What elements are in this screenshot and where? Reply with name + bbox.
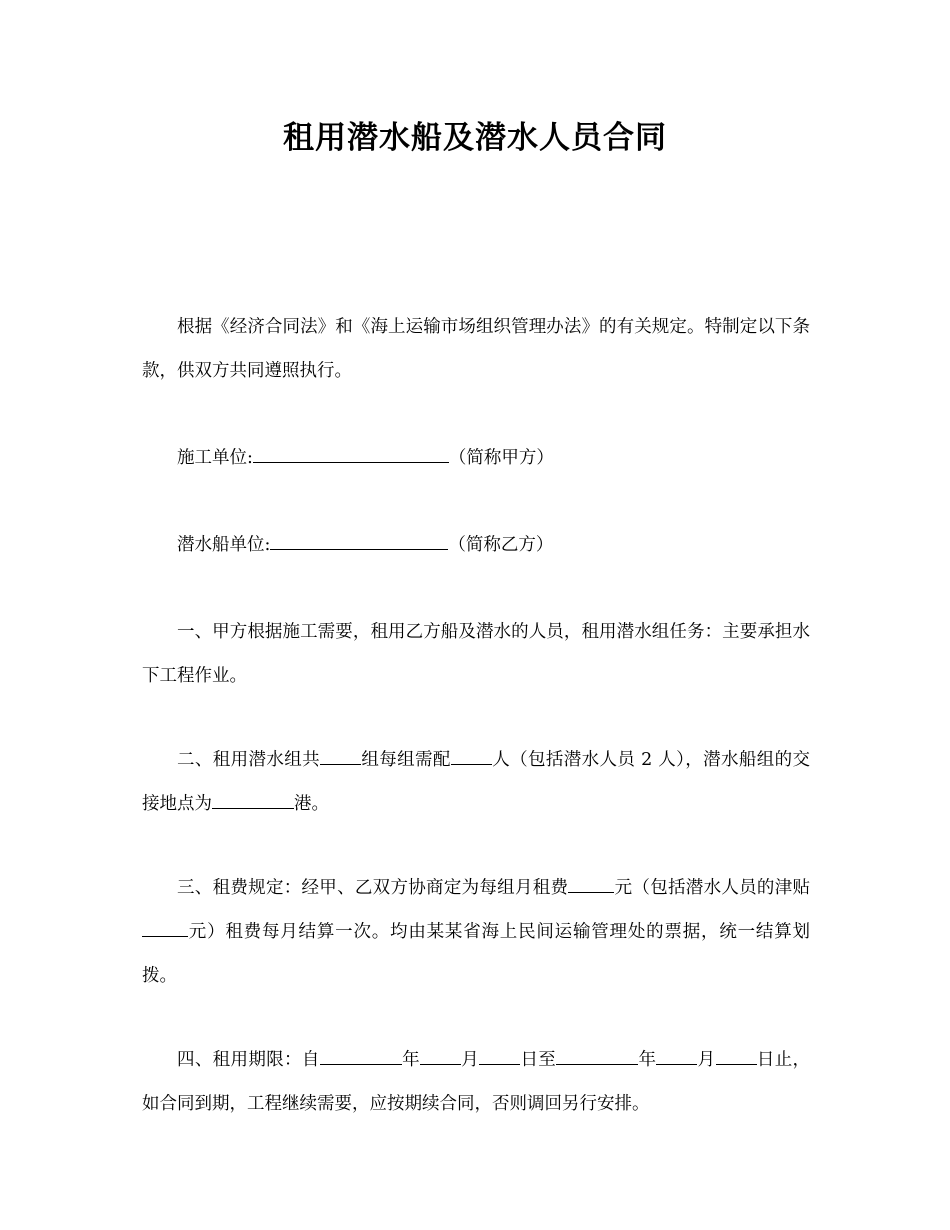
clause-3-part3: 元）租费每月结算一次。均由某某省海上民间运输管理处的票据，统一结算划拨。: [142, 922, 810, 986]
party-b-blank[interactable]: [270, 532, 448, 550]
clause-4-part2: 年: [401, 1050, 420, 1070]
party-a-suffix: （简称甲方）: [448, 448, 554, 468]
clause-1: [142, 610, 810, 698]
allowance-blank[interactable]: [142, 919, 188, 937]
party-b-suffix: （简称乙方）: [448, 535, 554, 555]
end-year-blank[interactable]: [556, 1047, 638, 1065]
start-year-blank[interactable]: [320, 1047, 402, 1065]
clause-2-part4: 港。: [294, 794, 329, 814]
party-b-label: 潜水船单位:: [177, 535, 271, 555]
clause-2-part2: 组每组需配: [361, 750, 451, 770]
end-month-blank[interactable]: [656, 1047, 697, 1065]
intro-paragraph: [142, 305, 810, 393]
clause-2: [142, 738, 810, 826]
clause-4-part4: 日至: [520, 1050, 557, 1070]
party-a-line: [142, 436, 810, 480]
clause-3-part1: 三、租费规定：经甲、乙双方协商定为每组月租费: [177, 878, 569, 898]
handover-port-blank[interactable]: [212, 791, 294, 809]
start-day-blank[interactable]: [479, 1047, 520, 1065]
document-title: 租用潜水船及潜水人员合同: [283, 120, 667, 156]
end-day-blank[interactable]: [716, 1047, 757, 1065]
clause-4-part1: 四、租用期限：自: [177, 1050, 320, 1070]
start-month-blank[interactable]: [420, 1047, 461, 1065]
group-count-blank[interactable]: [320, 747, 361, 765]
party-b-line: [142, 523, 810, 567]
clause-4-part5: 年: [638, 1050, 657, 1070]
monthly-fee-blank[interactable]: [568, 875, 614, 893]
party-a-label: 施工单位:: [177, 448, 253, 468]
intro-text: 根据《经济合同法》和《海上运输市场组织管理办法》的有关规定。特制定以下条款，供双方共同遵照执行。: [142, 317, 810, 381]
clause-4-part6: 月: [697, 1050, 716, 1070]
clause-2-part3: 人（包括潜水人员 2 人），潜水船组的交接地点为: [142, 750, 811, 814]
clause-4-part3: 月: [460, 1050, 480, 1070]
clause-3: [142, 866, 810, 998]
clause-3-part2: 元（包括潜水人员的津贴: [614, 878, 811, 898]
party-a-blank[interactable]: [253, 445, 449, 463]
clause-4-part7: 日止，如合同到期，工程继续需要，应按期续合同，否则调回另行安排。: [142, 1050, 811, 1114]
clause-2-part1: 二、租用潜水组共: [177, 750, 321, 770]
persons-per-group-blank[interactable]: [451, 747, 492, 765]
clause-1-text: 一、甲方根据施工需要，租用乙方船及潜水的人员，租用潜水组任务：主要承担水下工程作业。: [142, 622, 810, 686]
clause-4: [142, 1038, 810, 1126]
